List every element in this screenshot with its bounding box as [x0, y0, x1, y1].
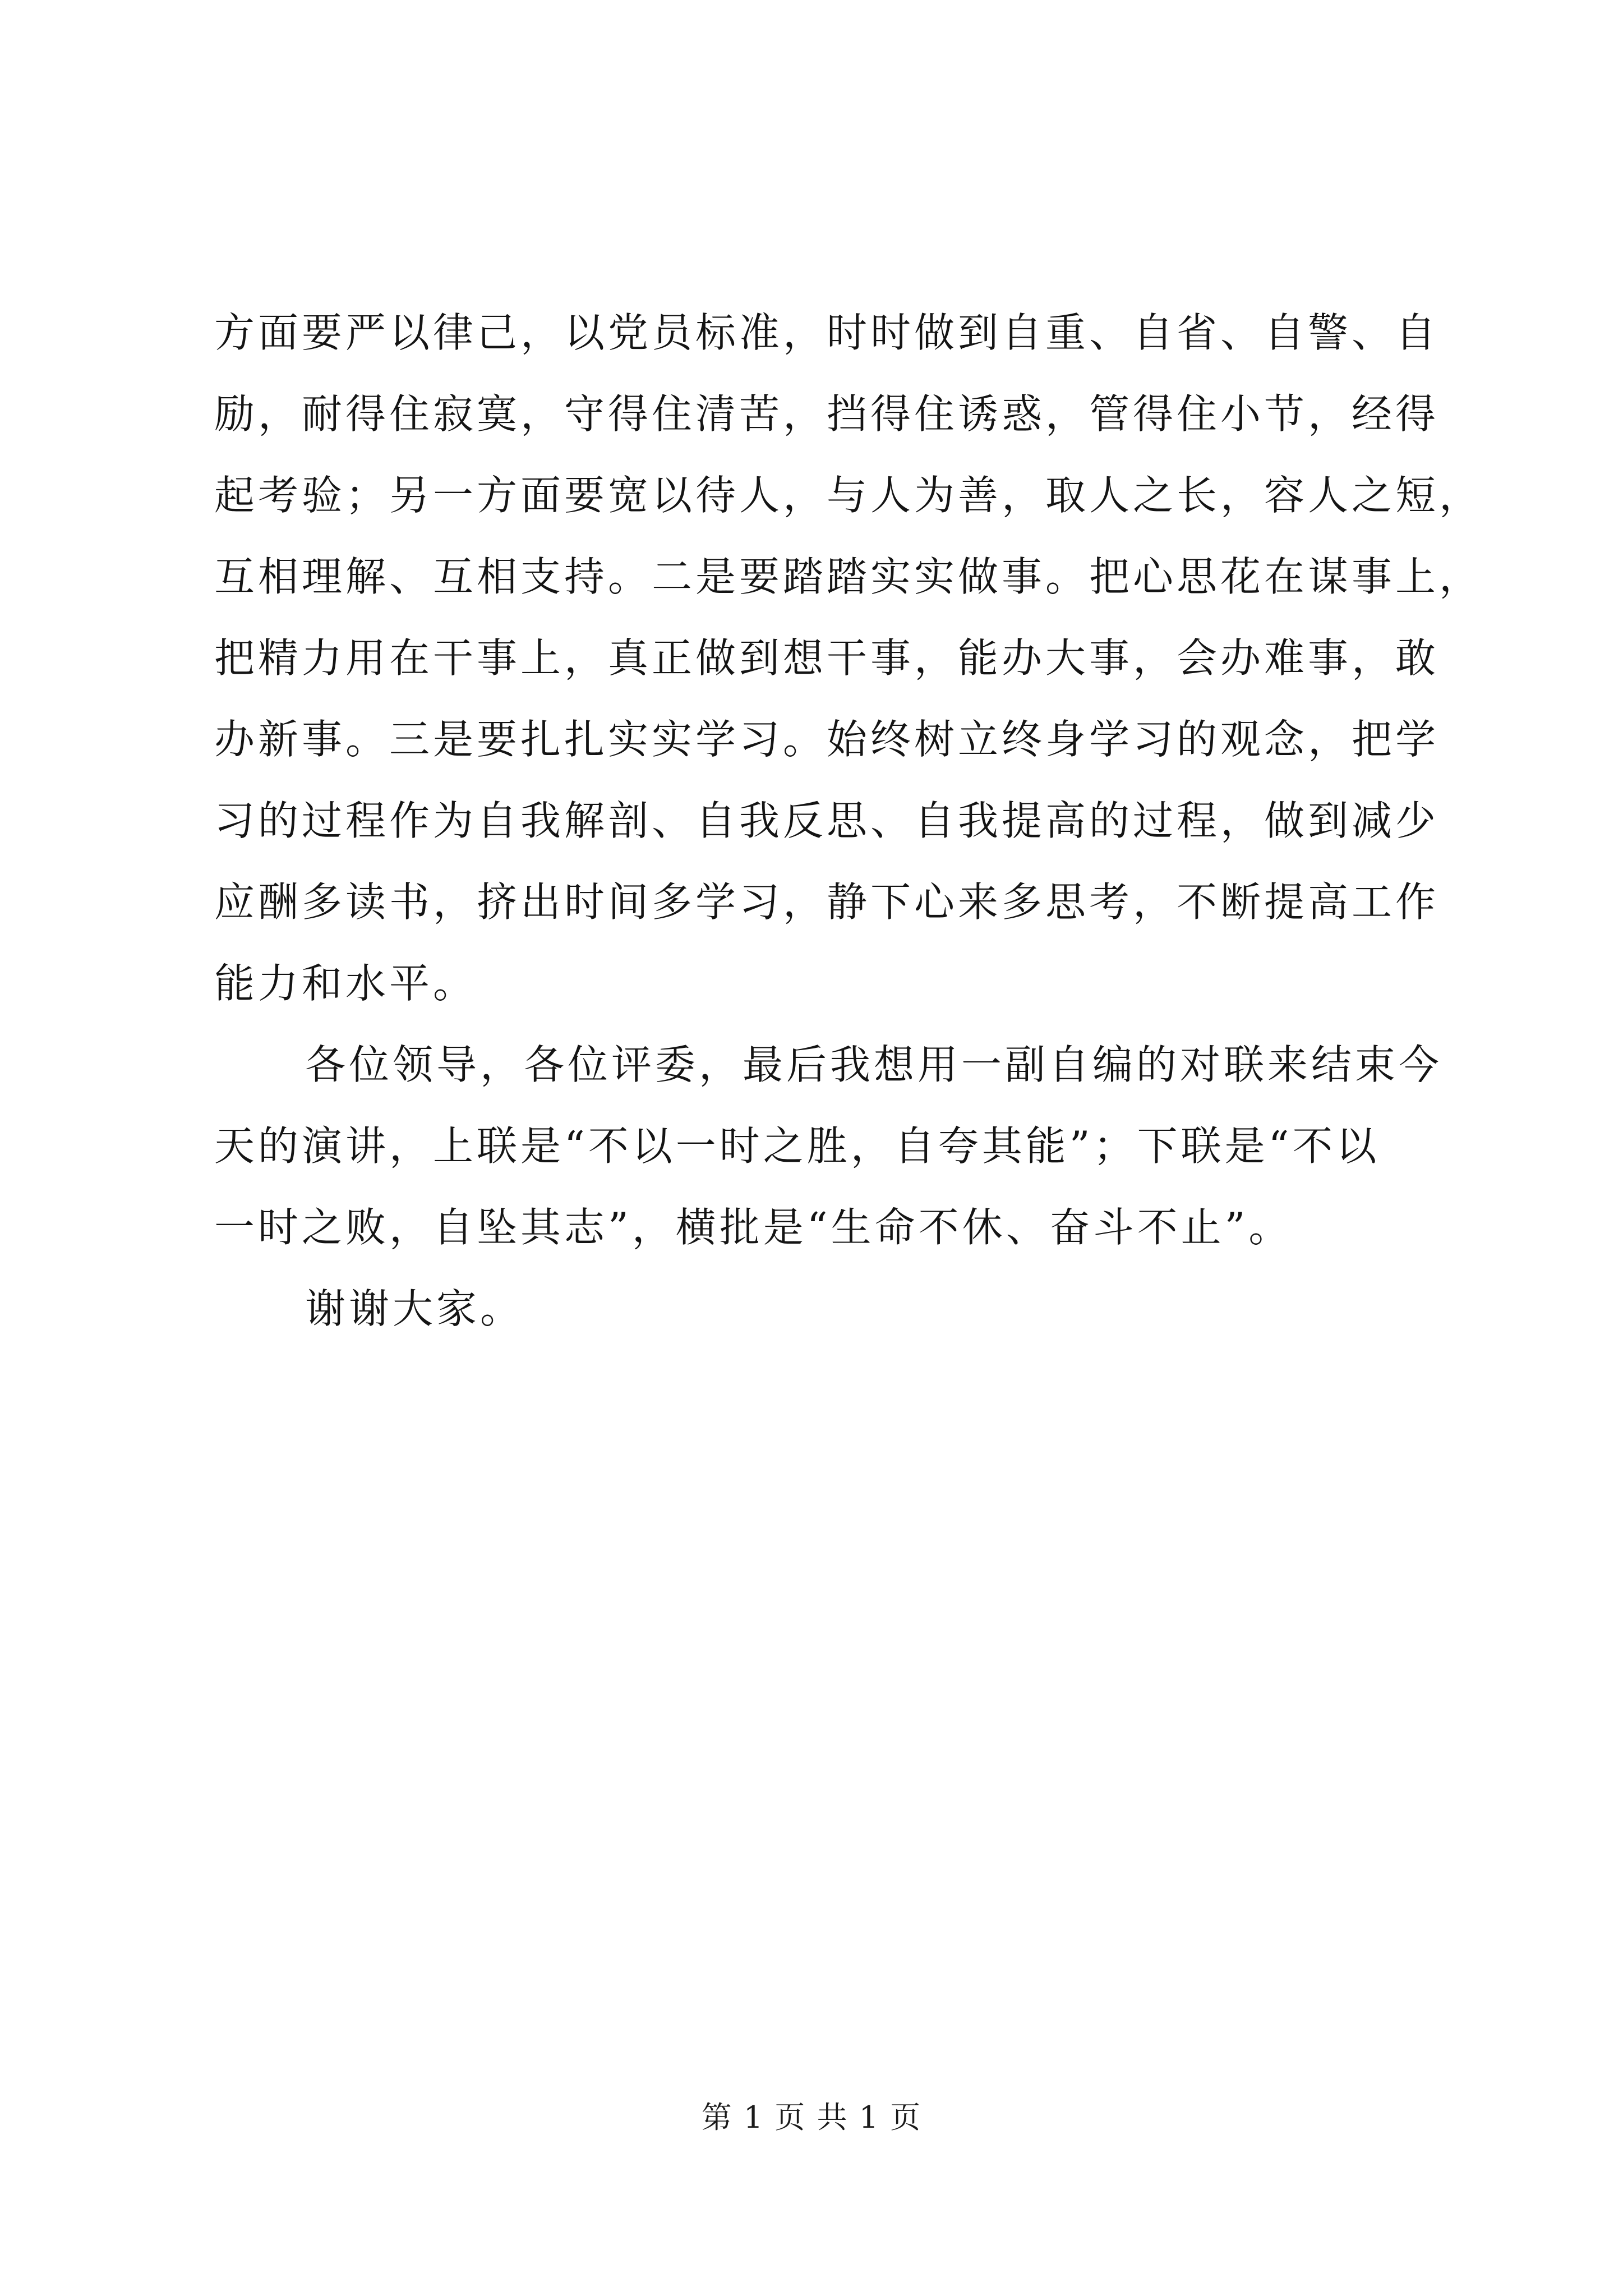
page-footer: 第 1 页 共 1 页 — [701, 2100, 922, 2135]
body-text-line: 方面要严以律己，以党员标准，时时做到自重、自省、自警、自 — [214, 309, 1440, 356]
body-text-line: 把精力用在干事上，真正做到想干事，能办大事，会办难事，敢 — [214, 634, 1440, 682]
body-text-line: 互相理解、互相支持。二是要踏踏实实做事。把心思花在谋事上， — [214, 553, 1483, 600]
body-text-line: 习的过程作为自我解剖、自我反思、自我提高的过程，做到减少 — [214, 797, 1440, 844]
body-text-line: 一时之败，自坠其志”，横批是“生命不休、奋斗不止”。 — [214, 1204, 1293, 1251]
body-text-line: 办新事。三是要扎扎实实学习。始终树立终身学习的观念，把学 — [214, 716, 1440, 763]
paragraph-start-line: 各位领导，各位评委，最后我想用一副自编的对联来结束今 — [305, 1041, 1443, 1088]
closing-line: 谢谢大家。 — [305, 1285, 524, 1332]
body-text-line: 能力和水平。 — [214, 960, 477, 1007]
body-text-line: 起考验；另一方面要宽以待人，与人为善，取人之长，容人之短， — [214, 472, 1483, 519]
body-text-line: 天的演讲，上联是“不以一时之胜，自夸其能”；下联是“不以 — [214, 1122, 1380, 1170]
body-text-line: 应酬多读书，挤出时间多学习，静下心来多思考，不断提高工作 — [214, 878, 1440, 926]
body-text-line: 励，耐得住寂寞，守得住清苦，挡得住诱惑，管得住小节，经得 — [214, 390, 1440, 438]
